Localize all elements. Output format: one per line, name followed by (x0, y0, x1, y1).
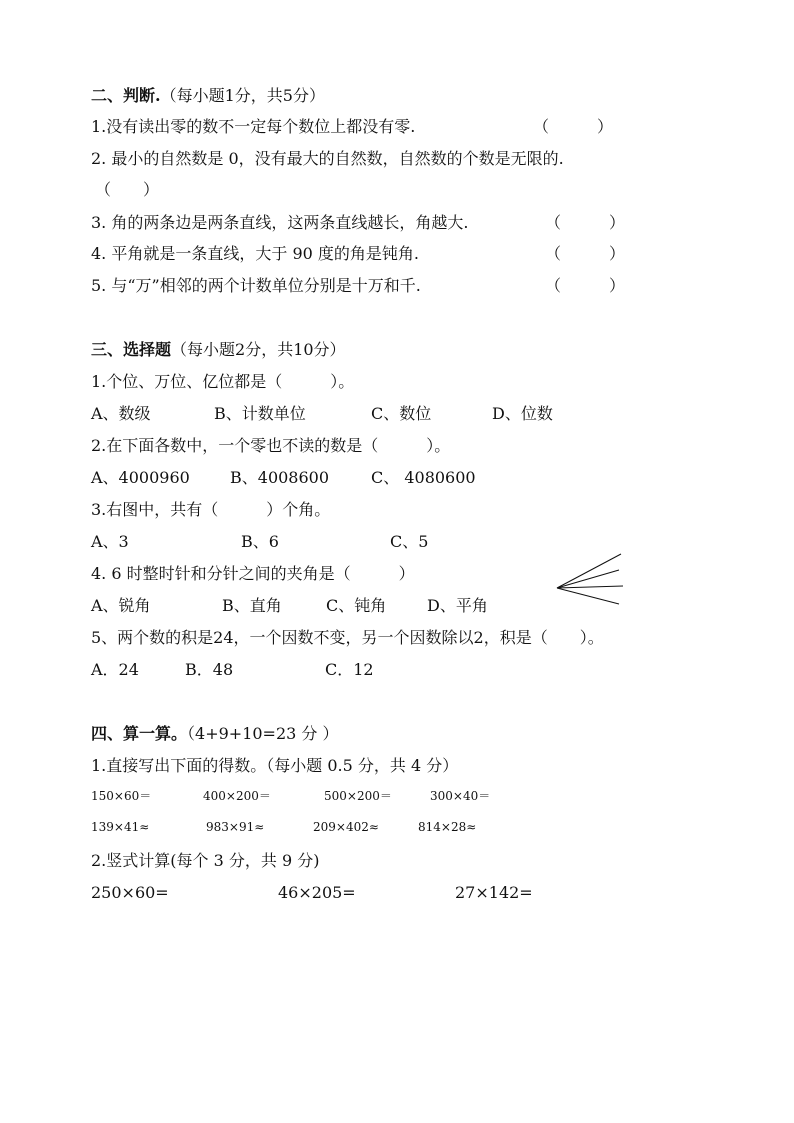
option-a[interactable]: A．24 (91, 660, 139, 679)
answer-blank[interactable]: （ ） (545, 213, 626, 232)
option-b[interactable]: B、6 (241, 532, 279, 551)
question-1: 1.个位、万位、亿位都是（ ）。 (91, 372, 355, 391)
estimate-item: 983×91≈ (206, 820, 265, 834)
section2-title: 二、判断. (91, 86, 161, 105)
ray-2 (557, 570, 619, 588)
option-c[interactable]: C、5 (390, 532, 429, 551)
estimate-item: 139×41≈ (91, 820, 150, 834)
section2-item-4 (91, 244, 419, 264)
item-text: 4. 平角就是一条直线，大于 90 度的角是钝角. (91, 244, 419, 263)
section4-heading (91, 724, 339, 744)
answer-blank[interactable]: （ ） (545, 244, 626, 263)
answer-blank[interactable]: （ ） (95, 180, 160, 199)
section2-item-3 (91, 213, 468, 233)
section2-item-5 (91, 276, 421, 296)
option-b[interactable]: B、直角 (222, 596, 282, 615)
ray-1 (557, 554, 621, 588)
option-a[interactable]: A、4000960 (91, 468, 190, 487)
question-2: 2.在下面各数中，一个零也不读的数是（ ）。 (91, 436, 451, 455)
option-d[interactable]: D、平角 (427, 596, 488, 615)
section3-title: 三、选择题 (91, 340, 172, 359)
option-a[interactable]: A、锐角 (91, 596, 151, 615)
answer-blank[interactable]: （ ） (545, 276, 626, 295)
section2-heading (91, 86, 325, 106)
question-5: 5、两个数的积是24，一个因数不变，另一个因数除以2，积是（ ）。 (91, 628, 604, 647)
item-text: 2. 最小的自然数是 0，没有最大的自然数，自然数的个数是无限的. (91, 149, 564, 168)
calc-item: 300×40＝ (430, 789, 491, 803)
section4-note: （4+9+10=23 分 ） (187, 724, 339, 743)
option-a[interactable]: A、3 (91, 532, 129, 551)
option-b[interactable]: B、计数单位 (214, 404, 306, 423)
option-a[interactable]: A、数级 (91, 404, 151, 423)
section4-title: 四、算一算。 (91, 724, 188, 743)
option-c[interactable]: C．12 (325, 660, 374, 679)
section2-item-1 (91, 117, 415, 137)
section3-note: （每小题2分，共10分） (171, 340, 346, 359)
section4-sub2: 2.竖式计算(每个 3 分，共 9 分) (91, 851, 320, 870)
section2-item-2 (91, 149, 564, 169)
option-b[interactable]: B、4008600 (230, 468, 330, 487)
calc-item: 150×60＝ (91, 789, 152, 803)
option-d[interactable]: D、位数 (492, 404, 553, 423)
calc-item: 500×200＝ (324, 789, 392, 803)
ray-3 (557, 586, 623, 588)
option-c[interactable]: C、 4080600 (371, 468, 476, 487)
ray-4 (557, 588, 619, 604)
item-text: 1.没有读出零的数不一定每个数位上都没有零. (91, 117, 416, 136)
estimate-item: 814×28≈ (418, 820, 477, 834)
angle-rays-figure (553, 550, 625, 610)
vertical-calc-item: 250×60= (91, 883, 169, 902)
question-4: 4. 6 时整时针和分针之间的夹角是（ ） (91, 564, 415, 583)
item-text: 3. 角的两条边是两条直线，这两条直线越长，角越大. (91, 213, 469, 232)
vertical-calc-item: 46×205= (278, 883, 356, 902)
option-b[interactable]: B．48 (185, 660, 234, 679)
option-c[interactable]: C、数位 (371, 404, 432, 423)
section2-note: （每小题1分，共5分） (160, 86, 325, 105)
section3-heading (91, 340, 346, 360)
section4-sub1: 1.直接写出下面的得数。（每小题 0.5 分，共 4 分） (91, 756, 459, 775)
item-text: 5. 与“万”相邻的两个计数单位分别是十万和千. (91, 276, 421, 295)
estimate-item: 209×402≈ (313, 820, 379, 834)
vertical-calc-item: 27×142= (455, 883, 533, 902)
question-3: 3.右图中，共有（ ）个角。 (91, 500, 331, 519)
option-c[interactable]: C、钝角 (326, 596, 387, 615)
answer-blank[interactable]: （ ） (533, 117, 614, 136)
calc-item: 400×200＝ (203, 789, 271, 803)
